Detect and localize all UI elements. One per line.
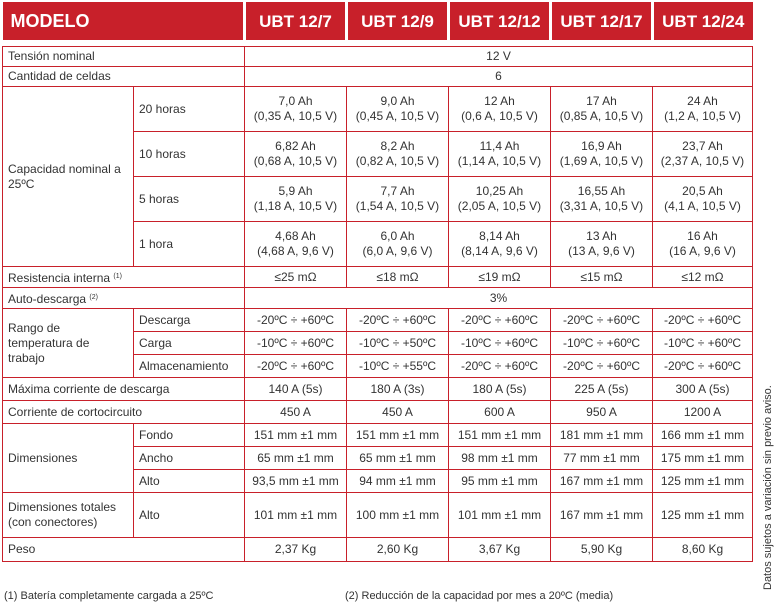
table-cell: -10ºC ÷ +60ºC <box>449 332 551 355</box>
table-cell: 5,9 Ah (1,18 A, 10,5 V) <box>245 177 347 222</box>
table-cell: 225 A (5s) <box>551 378 653 401</box>
sub-label: Ancho <box>134 447 245 470</box>
row-resistencia <box>3 267 753 288</box>
table-cell: -10ºC ÷ +55ºC <box>347 355 449 378</box>
table-cell: -20ºC ÷ +60ºC <box>653 309 753 332</box>
table-cell: 101 mm ±1 mm <box>449 493 551 538</box>
table-cell: 151 mm ±1 mm <box>347 424 449 447</box>
footnote-ref: (2) <box>89 293 98 301</box>
sub-label: 1 hora <box>134 222 245 267</box>
table-cell: ≤18 mΩ <box>347 267 449 288</box>
table-cell: 180 A (3s) <box>347 378 449 401</box>
sub-label: 5 horas <box>134 177 245 222</box>
table-cell: 1200 A <box>653 401 753 424</box>
table-cell: 300 A (5s) <box>653 378 753 401</box>
model-header: UBT 12/7 <box>245 2 347 40</box>
sub-label: Fondo <box>134 424 245 447</box>
table-cell: 125 mm ±1 mm <box>653 470 753 493</box>
row-temp-descarga <box>3 309 753 332</box>
sub-label: Alto <box>134 493 245 538</box>
table-cell: 167 mm ±1 mm <box>551 493 653 538</box>
row-dim-totales <box>3 493 753 538</box>
table-cell: -10ºC ÷ +60ºC <box>551 332 653 355</box>
table-cell: 16,55 Ah (3,31 A, 10,5 V) <box>551 177 653 222</box>
row-dim-fondo <box>3 424 753 447</box>
sub-label: Descarga <box>134 309 245 332</box>
table-cell: -20ºC ÷ +60ºC <box>449 309 551 332</box>
row-cortocircuito <box>3 401 753 424</box>
table-cell: 65 mm ±1 mm <box>347 447 449 470</box>
table-cell: 16 Ah (16 A, 9,6 V) <box>653 222 753 267</box>
row-max-corriente <box>3 378 753 401</box>
table-cell: -20ºC ÷ +60ºC <box>551 309 653 332</box>
footnote-2: (2) Reducción de la capacidad por mes a 20ºC (media) <box>345 590 614 602</box>
table-cell: 151 mm ±1 mm <box>449 424 551 447</box>
table-cell: 450 A <box>347 401 449 424</box>
table-cell: -20ºC ÷ +60ºC <box>449 355 551 378</box>
table-cell: 13 Ah (13 A, 9,6 V) <box>551 222 653 267</box>
table-cell: -10ºC ÷ +60ºC <box>653 332 753 355</box>
row-label: Dimensiones totales (con conectores) <box>3 493 134 538</box>
table-cell: 4,68 Ah (4,68 A, 9,6 V) <box>245 222 347 267</box>
row-label: Auto-descarga $^{(2)}$ <box>3 288 245 309</box>
table-cell: 12 Ah (0,6 A, 10,5 V) <box>449 87 551 132</box>
model-header: UBT 12/12 <box>449 2 551 40</box>
table-cell: 181 mm ±1 mm <box>551 424 653 447</box>
spec-table <box>2 2 753 562</box>
table-cell: 6,82 Ah (0,68 A, 10,5 V) <box>245 132 347 177</box>
row-tension <box>3 47 753 67</box>
table-cell: 94 mm ±1 mm <box>347 470 449 493</box>
table-cell: ≤25 mΩ <box>245 267 347 288</box>
table-cell: 98 mm ±1 mm <box>449 447 551 470</box>
table-cell: 3,67 Kg <box>449 538 551 562</box>
sub-label: Almacenamiento <box>134 355 245 378</box>
row-label: Cantidad de celdas <box>3 67 245 87</box>
row-capacidad-20h <box>3 87 753 132</box>
row-label: Tensión nominal <box>3 47 245 67</box>
table-cell: 65 mm ±1 mm <box>245 447 347 470</box>
row-celdas <box>3 67 753 87</box>
table-cell: 16,9 Ah (1,69 A, 10,5 V) <box>551 132 653 177</box>
table-cell: 11,4 Ah (1,14 A, 10,5 V) <box>449 132 551 177</box>
table-cell: 101 mm ±1 mm <box>245 493 347 538</box>
row-label: Capacidad nominal a 25ºC <box>3 87 134 267</box>
table-cell: -20ºC ÷ +60ºC <box>653 355 753 378</box>
row-value: 6 <box>245 67 753 87</box>
table-cell: 167 mm ±1 mm <box>551 470 653 493</box>
spec-table-container <box>2 2 752 562</box>
side-disclaimer: Datos sujetos a variación sin previo aviso. <box>762 385 774 590</box>
table-cell: 20,5 Ah (4,1 A, 10,5 V) <box>653 177 753 222</box>
row-value: 12 V <box>245 47 753 67</box>
table-cell: ≤19 mΩ <box>449 267 551 288</box>
table-cell: 140 A (5s) <box>245 378 347 401</box>
row-label: Peso <box>3 538 245 562</box>
model-header: UBT 12/9 <box>347 2 449 40</box>
sub-label: Alto <box>134 470 245 493</box>
table-cell: ≤12 mΩ <box>653 267 753 288</box>
table-cell: 180 A (5s) <box>449 378 551 401</box>
model-label: MODELO <box>3 2 245 40</box>
table-cell: 450 A <box>245 401 347 424</box>
table-cell: 23,7 Ah (2,37 A, 10,5 V) <box>653 132 753 177</box>
table-cell: -20ºC ÷ +60ºC <box>551 355 653 378</box>
row-label: Resistencia interna $^{(1)}$ <box>3 267 245 288</box>
table-cell: 100 mm ±1 mm <box>347 493 449 538</box>
row-label: Rango de temperatura de trabajo <box>3 309 134 378</box>
table-cell: 95 mm ±1 mm <box>449 470 551 493</box>
footnote-ref: (1) <box>113 272 122 280</box>
table-cell: 600 A <box>449 401 551 424</box>
sub-label: Carga <box>134 332 245 355</box>
table-cell: 9,0 Ah (0,45 A, 10,5 V) <box>347 87 449 132</box>
model-header: UBT 12/17 <box>551 2 653 40</box>
table-cell: 2,37 Kg <box>245 538 347 562</box>
row-label: Corriente de cortocircuito <box>3 401 245 424</box>
table-cell: -10ºC ÷ +60ºC <box>245 332 347 355</box>
table-cell: 8,14 Ah (8,14 A, 9,6 V) <box>449 222 551 267</box>
row-value: 3% <box>245 288 753 309</box>
table-cell: -10ºC ÷ +50ºC <box>347 332 449 355</box>
table-cell: 950 A <box>551 401 653 424</box>
table-cell: 166 mm ±1 mm <box>653 424 753 447</box>
row-autodescarga <box>3 288 753 309</box>
table-cell: -20ºC ÷ +60ºC <box>245 355 347 378</box>
table-cell: 2,60 Kg <box>347 538 449 562</box>
table-cell: 77 mm ±1 mm <box>551 447 653 470</box>
table-cell: -20ºC ÷ +60ºC <box>347 309 449 332</box>
table-cell: 93,5 mm ±1 mm <box>245 470 347 493</box>
table-cell: 10,25 Ah (2,05 A, 10,5 V) <box>449 177 551 222</box>
row-peso <box>3 538 753 562</box>
table-cell: 175 mm ±1 mm <box>653 447 753 470</box>
table-cell: 17 Ah (0,85 A, 10,5 V) <box>551 87 653 132</box>
model-header: UBT 12/24 <box>653 2 753 40</box>
table-cell: 7,7 Ah (1,54 A, 10,5 V) <box>347 177 449 222</box>
table-cell: 8,2 Ah (0,82 A, 10,5 V) <box>347 132 449 177</box>
row-label: Máxima corriente de descarga <box>3 378 245 401</box>
table-cell: 125 mm ±1 mm <box>653 493 753 538</box>
table-cell: ≤15 mΩ <box>551 267 653 288</box>
table-cell: 6,0 Ah (6,0 A, 9,6 V) <box>347 222 449 267</box>
table-cell: -20ºC ÷ +60ºC <box>245 309 347 332</box>
sub-label: 20 horas <box>134 87 245 132</box>
table-cell: 7,0 Ah (0,35 A, 10,5 V) <box>245 87 347 132</box>
row-label: Dimensiones <box>3 424 134 493</box>
table-cell: 24 Ah (1,2 A, 10,5 V) <box>653 87 753 132</box>
table-cell: 8,60 Kg <box>653 538 753 562</box>
footnote-1: (1) Batería completamente cargada a 25ºC <box>4 590 214 602</box>
sub-label: 10 horas <box>134 132 245 177</box>
table-cell: 5,90 Kg <box>551 538 653 562</box>
table-cell: 151 mm ±1 mm <box>245 424 347 447</box>
header-row <box>3 2 753 40</box>
